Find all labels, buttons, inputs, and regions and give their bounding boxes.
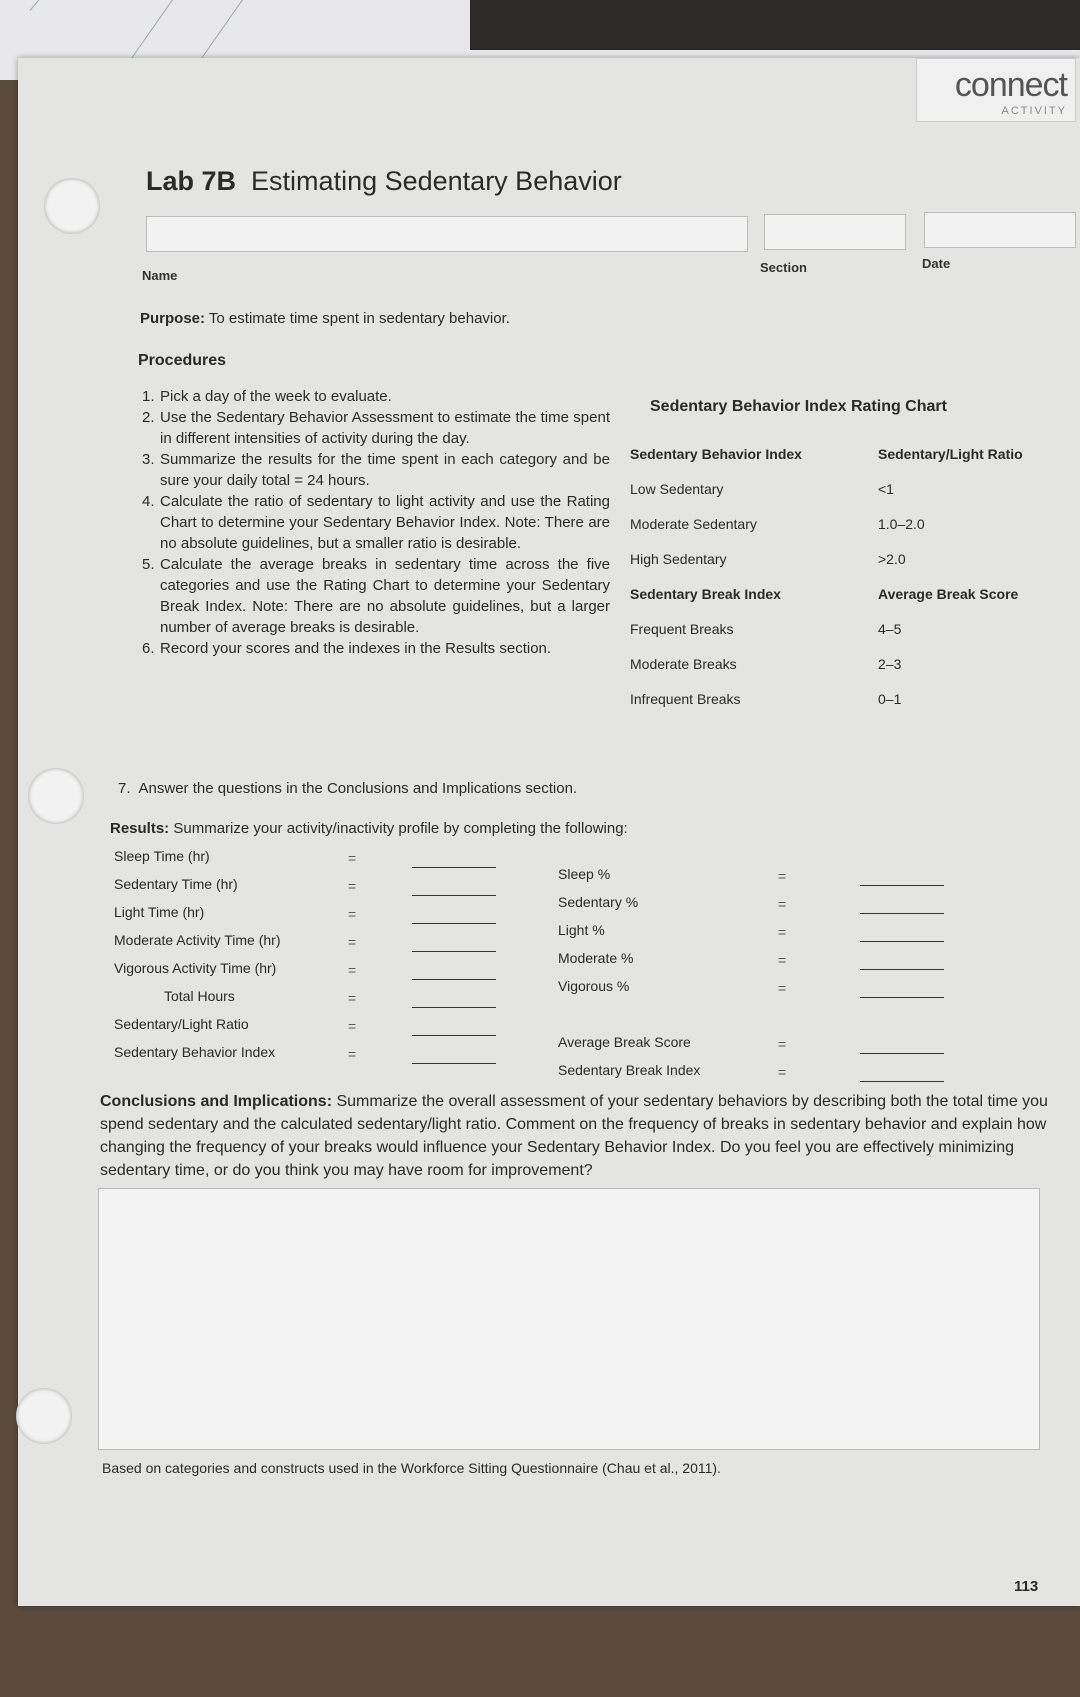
equals-sign: =	[778, 980, 787, 996]
result-label: Sedentary Time (hr)	[114, 876, 238, 892]
table-cell: Moderate Breaks	[630, 656, 737, 672]
light-percent-blank[interactable]	[860, 940, 944, 942]
table-cell: Frequent Breaks	[630, 621, 734, 637]
moderate-percent-blank[interactable]	[860, 968, 944, 970]
total-hours-blank[interactable]	[412, 1006, 496, 1008]
table-cell: High Sedentary	[630, 551, 727, 567]
table-cell: 2–3	[878, 656, 902, 672]
purpose-label: Purpose:	[140, 310, 206, 327]
result-label: Sedentary Break Index	[558, 1062, 701, 1078]
binder-hole	[16, 1388, 72, 1444]
vigorous-percent-blank[interactable]	[860, 996, 944, 998]
equals-sign: =	[778, 1064, 787, 1080]
equals-sign: =	[778, 896, 787, 912]
equals-sign: =	[348, 990, 357, 1006]
table-cell: 1.0–2.0	[878, 516, 925, 532]
procedure-step	[120, 449, 610, 491]
table-row	[618, 656, 1058, 691]
procedure-list	[120, 386, 610, 659]
table-row	[618, 551, 1058, 586]
binder-hole	[44, 178, 100, 234]
result-label: Average Break Score	[558, 1034, 691, 1050]
binder-hole	[28, 768, 84, 824]
column-header: Sedentary Behavior Index	[630, 446, 802, 462]
table-cell: >2.0	[878, 551, 906, 567]
behavior-index-blank[interactable]	[412, 1062, 496, 1064]
step-number: 3.	[142, 451, 155, 468]
page-number: 113	[1014, 1578, 1039, 1595]
result-label: Moderate Activity Time (hr)	[114, 932, 281, 948]
break-header-row	[618, 586, 1058, 621]
sleep-time-blank[interactable]	[412, 866, 496, 868]
result-label: Light Time (hr)	[114, 904, 205, 920]
logo-sub: ACTIVITY	[1001, 105, 1067, 117]
conclusions	[100, 1090, 1060, 1182]
behavior-header-row	[618, 446, 1058, 481]
section-label: Section	[760, 260, 807, 275]
result-label: Sleep Time (hr)	[114, 848, 210, 864]
break-score-blank[interactable]	[860, 1052, 944, 1054]
column-header: Sedentary Break Index	[630, 586, 781, 602]
light-time-blank[interactable]	[412, 922, 496, 924]
equals-sign: =	[778, 924, 787, 940]
rating-chart	[618, 398, 1058, 726]
table-cell: 0–1	[878, 691, 902, 707]
results-text: Summarize your activity/inactivity profile by completing the following:	[173, 820, 628, 837]
result-label: Sleep %	[558, 866, 611, 882]
table-row	[618, 691, 1058, 726]
procedure-step-7	[118, 780, 577, 797]
name-label: Name	[142, 268, 178, 283]
result-label: Sedentary/Light Ratio	[114, 1016, 249, 1032]
step-text: Use the Sedentary Behavior Assessment to estimate the time spent in different intensities of activity during the day.	[160, 409, 610, 447]
result-label: Vigorous Activity Time (hr)	[114, 960, 277, 976]
equals-sign: =	[348, 850, 357, 866]
equals-sign: =	[348, 906, 357, 922]
equals-sign: =	[778, 1036, 787, 1052]
step-number: 6.	[142, 640, 155, 657]
moderate-time-blank[interactable]	[412, 950, 496, 952]
equals-sign: =	[778, 952, 787, 968]
sleep-percent-blank[interactable]	[860, 884, 944, 886]
date-label: Date	[922, 256, 951, 271]
equals-sign: =	[348, 934, 357, 950]
result-label: Vigorous %	[558, 978, 630, 994]
conclusions-text: Summarize the overall assessment of your sedentary behaviors by describing both the total time you spend sedentary and the calculated sedentary/light ratio. Comment on the frequency of breaks in sedentary behavior and explain how changing the frequency of your breaks would influence your Sedentary Behavior Index. Do you feel you are effectively minimizing sedentary time, or do you think you may have room for improvement?	[100, 1093, 1048, 1179]
rating-chart-title: Sedentary Behavior Index Rating Chart	[650, 398, 947, 415]
step-text: Answer the questions in the Conclusions and Implications section.	[138, 780, 578, 797]
result-label: Sedentary Behavior Index	[114, 1044, 276, 1060]
table-cell: Infrequent Breaks	[630, 691, 741, 707]
step-number: 1.	[142, 388, 155, 405]
procedure-step	[120, 491, 610, 554]
conclusions-label: Conclusions and Implications:	[100, 1093, 333, 1110]
lab-name: Estimating Sedentary Behavior	[251, 166, 622, 196]
result-label: Sedentary %	[558, 894, 639, 910]
connect-logo	[916, 58, 1076, 122]
equals-sign: =	[348, 878, 357, 894]
procedure-step	[120, 638, 610, 659]
lab-number: Lab 7B	[146, 166, 237, 196]
column-header: Sedentary/Light Ratio	[878, 446, 1023, 462]
step-number: 2.	[142, 409, 155, 426]
step-number: 5.	[142, 556, 155, 573]
procedure-step	[120, 407, 610, 449]
footnote: Based on categories and constructs used in the Workforce Sitting Questionnaire (Chau et al., 2011).	[102, 1460, 721, 1476]
background-surface	[470, 0, 1080, 50]
step-text: Calculate the average breaks in sedentary time across the five categories and use the Rating Chart to determine your Sedentary Break Index. Note: There are no absolute guidelines, but a larger number of average breaks is desirable.	[160, 556, 610, 636]
logo-main: connect	[954, 66, 1067, 104]
result-label: Moderate %	[558, 950, 634, 966]
equals-sign: =	[348, 1046, 357, 1062]
equals-sign: =	[348, 962, 357, 978]
name-field[interactable]	[146, 216, 748, 252]
date-field[interactable]	[924, 212, 1076, 248]
conclusions-answer-box[interactable]	[98, 1188, 1040, 1450]
step-text: Pick a day of the week to evaluate.	[160, 388, 392, 405]
results-heading	[110, 820, 628, 837]
equals-sign: =	[348, 1018, 357, 1034]
table-row	[618, 481, 1058, 516]
result-label: Total Hours	[164, 988, 235, 1004]
break-index-blank[interactable]	[860, 1080, 944, 1082]
table-cell: Low Sedentary	[630, 481, 724, 497]
step-number: 7.	[118, 780, 131, 797]
purpose-text: To estimate time spent in sedentary behavior.	[208, 310, 510, 327]
step-number: 4.	[142, 493, 155, 510]
purpose	[140, 310, 510, 327]
result-label: Light %	[558, 922, 605, 938]
step-text: Record your scores and the indexes in the Results section.	[160, 640, 552, 657]
table-cell: 4–5	[878, 621, 902, 637]
equals-sign: =	[778, 868, 787, 884]
procedures-heading: Procedures	[138, 352, 227, 369]
ratio-blank[interactable]	[412, 1034, 496, 1036]
table-cell: Moderate Sedentary	[630, 516, 757, 532]
sedentary-percent-blank[interactable]	[860, 912, 944, 914]
procedure-step	[120, 386, 610, 407]
table-row	[618, 516, 1058, 551]
results-label: Results:	[110, 820, 170, 837]
worksheet-page	[18, 58, 1080, 1606]
vigorous-time-blank[interactable]	[412, 978, 496, 980]
step-text: Calculate the ratio of sedentary to light activity and use the Rating Chart to determine your Sedentary Behavior Index. Note: There are no absolute guidelines, but a smaller ratio is desirable.	[160, 493, 610, 552]
column-header: Average Break Score	[878, 586, 1019, 602]
sedentary-time-blank[interactable]	[412, 894, 496, 896]
step-text: Summarize the results for the time spent in each category and be sure your daily total = 24 hours.	[160, 451, 610, 489]
table-cell: <1	[878, 481, 894, 497]
page-title	[146, 166, 622, 197]
table-row	[618, 621, 1058, 656]
procedure-step	[120, 554, 610, 638]
section-field[interactable]	[764, 214, 906, 250]
